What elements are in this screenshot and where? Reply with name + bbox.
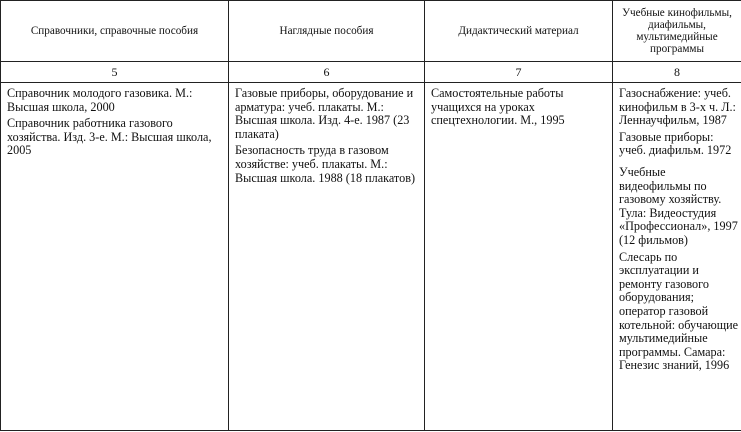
- header-films-programs: Учебные кинофильмы, диафильмы, мультимедийные программы: [622, 7, 732, 55]
- content-row: [1, 83, 741, 431]
- films-programs-cell: [613, 83, 741, 431]
- didactic-entry: Самостоятельные работы учащихся на уроках спецтехнологии. М., 1995: [431, 86, 565, 128]
- header-visual-aids: Наглядные пособия: [279, 25, 374, 37]
- header-cell-visual-aids: [229, 1, 425, 62]
- header-cell-didactic-material: [425, 1, 613, 62]
- column-number-7: 7: [425, 62, 613, 83]
- header-row: [1, 1, 741, 62]
- didactic-material-cell: [425, 83, 613, 431]
- column-number-8: 8: [613, 62, 741, 83]
- film-entry: Газовые приборы: учеб. диафильм. 1972: [619, 129, 732, 158]
- film-entry: Газоснабжение: учеб. кинофильм в 3-х ч. Л.: Леннаучфильм, 1987: [619, 86, 736, 128]
- header-reference-books: Справочники, справочные пособия: [30, 25, 199, 37]
- column-number-5: 5: [1, 62, 229, 83]
- reference-entry: Справочник работника газового хозяйства. Изд. 3-е. М.: Высшая школа, 2005: [7, 116, 212, 158]
- reference-entry: Справочник молодого газовика. М.: Высшая школа, 2000: [7, 86, 193, 114]
- visual-aids-cell: [229, 83, 425, 431]
- visual-aid-entry: Газовые приборы, оборудование и арматура: учеб. плакаты. М.: Высшая школа. Изд. 4-е. 1987 (23 плаката): [235, 86, 414, 141]
- visual-aid-entry: Безопасность труда в газовом хозяйстве: учеб. плакаты. М.: Высшая школа. 1988 (18 плакатов): [235, 143, 416, 185]
- header-cell-reference-books: [1, 1, 229, 62]
- reference-books-cell: [1, 83, 229, 431]
- header-cell-films-programs: [613, 1, 741, 62]
- film-entry: Слесарь по эксплуатации и ремонту газового оборудования; оператор газовой котельной: обучающие мультимедийные программы. Самара: Генезис знаний, 1996: [619, 249, 739, 373]
- column-number-row: [1, 62, 741, 83]
- header-didactic-material: Дидактический материал: [458, 25, 579, 37]
- film-entry: Учебные видеофильмы по газовому хозяйству. Тула: Видеостудия «Профессионал», 1997 (12 фильмов): [619, 164, 738, 247]
- column-number-6: 6: [229, 62, 425, 83]
